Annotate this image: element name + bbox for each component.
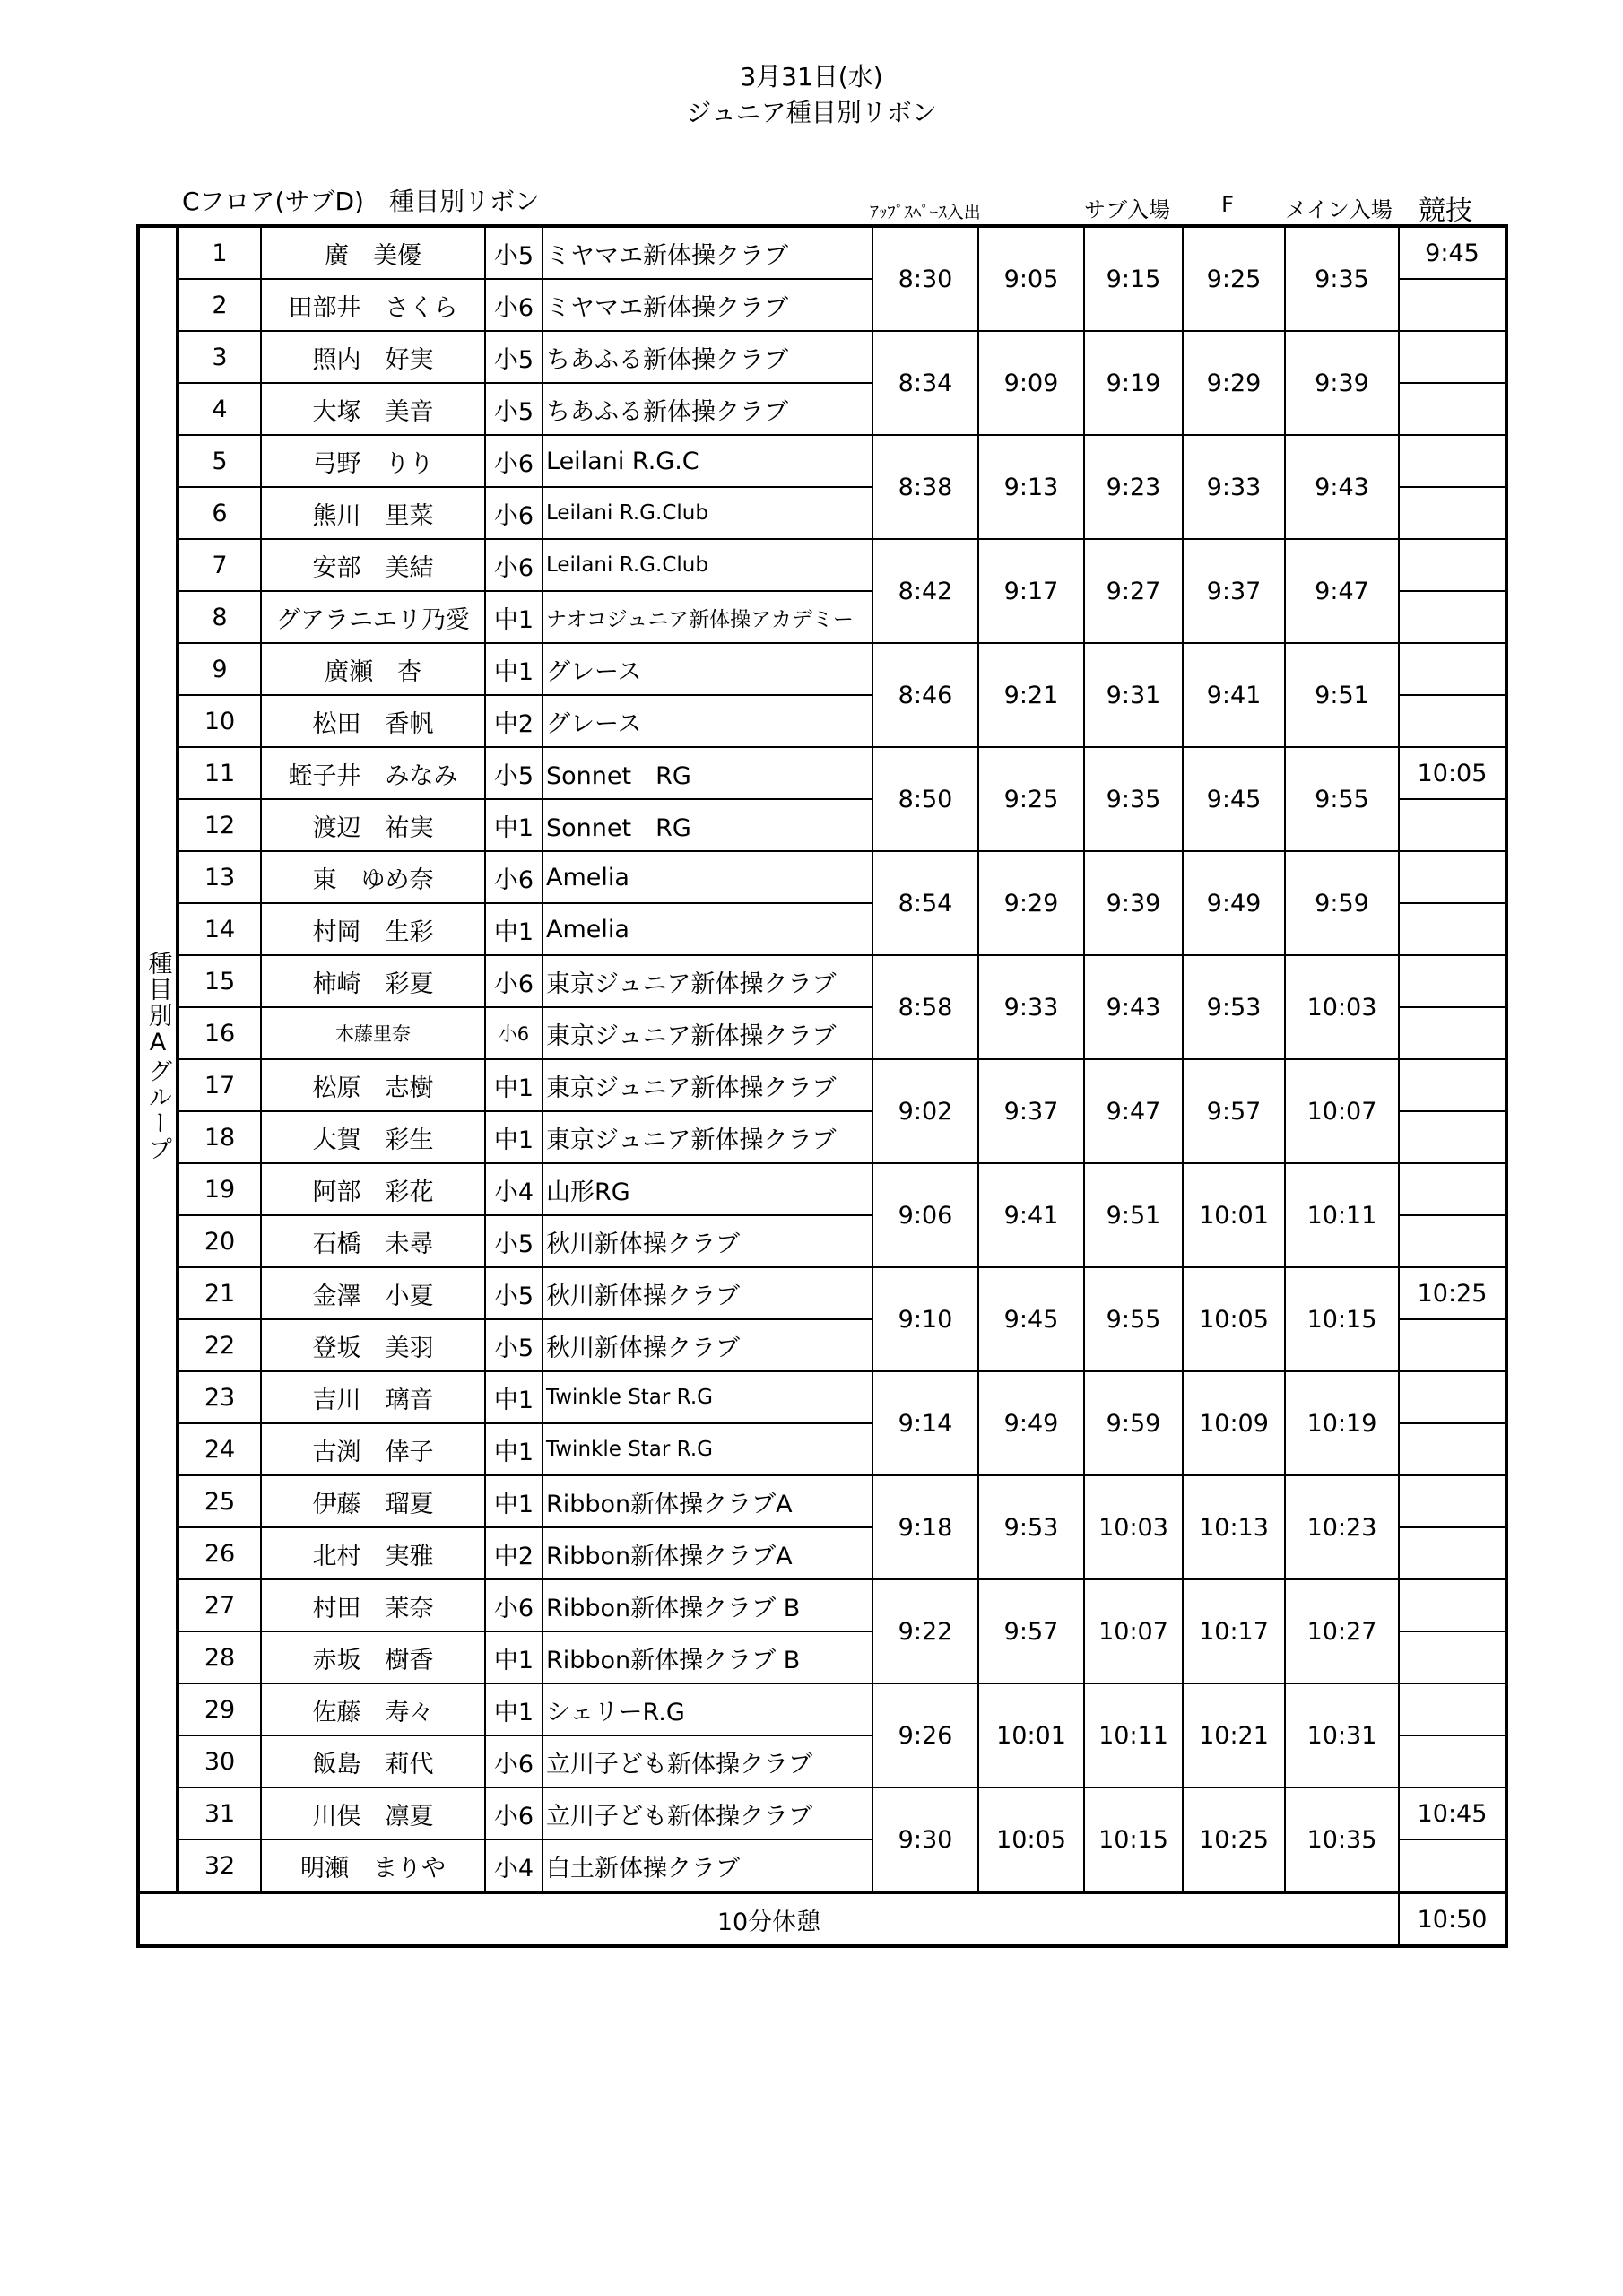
- table-row: [138, 331, 1506, 383]
- time-up: 9:06: [872, 1163, 978, 1267]
- competition-time: [1399, 643, 1506, 695]
- competition-time: [1399, 539, 1506, 591]
- time-up: 9:26: [872, 1683, 978, 1787]
- date-title: 3月31日(水): [740, 62, 883, 91]
- entry-number: 13: [178, 851, 261, 903]
- time-f: 9:43: [1084, 955, 1183, 1059]
- entry-number: 3: [178, 331, 261, 383]
- time-main2: 10:15: [1285, 1267, 1399, 1371]
- club-name: Ribbon新体操クラブ B: [542, 1631, 872, 1683]
- entry-number: 24: [178, 1423, 261, 1475]
- entry-number: 9: [178, 643, 261, 695]
- time-main: 9:45: [1183, 747, 1285, 851]
- time-up: 8:38: [872, 435, 978, 539]
- time-sub: 10:01: [978, 1683, 1084, 1787]
- grade: 小5: [485, 383, 542, 435]
- time-f: 9:19: [1084, 331, 1183, 435]
- table-row: [138, 1371, 1506, 1423]
- entry-number: 2: [178, 279, 261, 331]
- time-sub: 9:25: [978, 747, 1084, 851]
- entry-number: 6: [178, 487, 261, 539]
- athlete-name: 伊藤 瑠夏: [261, 1475, 485, 1527]
- club-name: グレース: [542, 695, 872, 747]
- competition-time: [1399, 955, 1506, 1007]
- grade: 中1: [485, 1631, 542, 1683]
- athlete-name: 東 ゆめ奈: [261, 851, 485, 903]
- entry-number: 28: [178, 1631, 261, 1683]
- time-up: 9:02: [872, 1059, 978, 1163]
- club-name: 秋川新体操クラブ: [542, 1319, 872, 1371]
- competition-time: [1399, 591, 1506, 643]
- time-main: 9:53: [1183, 955, 1285, 1059]
- club-name: Ribbon新体操クラブ B: [542, 1579, 872, 1631]
- grade: 中1: [485, 1423, 542, 1475]
- grade: 小6: [485, 1735, 542, 1787]
- club-name: ミヤマエ新体操クラブ: [542, 226, 872, 279]
- club-name: 山形RG: [542, 1163, 872, 1215]
- athlete-name: 飯島 莉代: [261, 1735, 485, 1787]
- break-label: 10分休憩: [138, 1892, 1399, 1946]
- club-name: 立川子ども新体操クラブ: [542, 1735, 872, 1787]
- athlete-name: 北村 実雅: [261, 1527, 485, 1579]
- competition-time: [1399, 851, 1506, 903]
- time-sub: 9:41: [978, 1163, 1084, 1267]
- competition-time: 10:05: [1399, 747, 1506, 799]
- grade: 小6: [485, 851, 542, 903]
- time-main2: 10:35: [1285, 1787, 1399, 1892]
- time-up: 8:34: [872, 331, 978, 435]
- competition-time: [1399, 695, 1506, 747]
- competition-time: [1399, 487, 1506, 539]
- time-up: 9:10: [872, 1267, 978, 1371]
- grade: 中1: [485, 1371, 542, 1423]
- col-header-main-entry: メイン入場: [1285, 197, 1393, 222]
- grade: 小6: [485, 279, 542, 331]
- time-sub: 9:53: [978, 1475, 1084, 1579]
- event-title: ジュニア種目別リボン: [686, 98, 937, 127]
- table-row: [138, 1683, 1506, 1735]
- grade: 中2: [485, 1527, 542, 1579]
- grade: 小5: [485, 331, 542, 383]
- athlete-name: 石橋 未尋: [261, 1215, 485, 1267]
- grade: 中1: [485, 1683, 542, 1735]
- table-row: [138, 435, 1506, 487]
- entry-number: 25: [178, 1475, 261, 1527]
- grade: 小6: [485, 539, 542, 591]
- competition-time: [1399, 1527, 1506, 1579]
- col-header-f: F: [1221, 192, 1234, 217]
- club-name: Amelia: [542, 903, 872, 955]
- time-up: 8:46: [872, 643, 978, 747]
- competition-time: [1399, 1839, 1506, 1892]
- schedule-table: [136, 224, 1508, 1948]
- entry-number: 30: [178, 1735, 261, 1787]
- competition-time: [1399, 1319, 1506, 1371]
- time-f: 9:47: [1084, 1059, 1183, 1163]
- club-name: 秋川新体操クラブ: [542, 1267, 872, 1319]
- grade: 小6: [485, 1579, 542, 1631]
- time-f: 9:15: [1084, 226, 1183, 331]
- time-main2: 9:59: [1285, 851, 1399, 955]
- time-main: 9:57: [1183, 1059, 1285, 1163]
- entry-number: 1: [178, 226, 261, 279]
- time-main: 10:01: [1183, 1163, 1285, 1267]
- entry-number: 7: [178, 539, 261, 591]
- competition-time: [1399, 383, 1506, 435]
- time-f: 10:07: [1084, 1579, 1183, 1683]
- time-sub: 9:37: [978, 1059, 1084, 1163]
- time-up: 8:30: [872, 226, 978, 331]
- athlete-name: 登坂 美羽: [261, 1319, 485, 1371]
- table-row: [138, 955, 1506, 1007]
- competition-time: 9:45: [1399, 226, 1506, 279]
- time-main2: 10:07: [1285, 1059, 1399, 1163]
- entry-number: 27: [178, 1579, 261, 1631]
- athlete-name: 廣瀬 杏: [261, 643, 485, 695]
- athlete-name: 田部井 さくら: [261, 279, 485, 331]
- club-name: Leilani R.G.Club: [542, 539, 872, 591]
- grade: 小5: [485, 1319, 542, 1371]
- entry-number: 23: [178, 1371, 261, 1423]
- col-header-competition: 競技: [1419, 196, 1472, 227]
- competition-time: [1399, 279, 1506, 331]
- entry-number: 20: [178, 1215, 261, 1267]
- table-row: [138, 643, 1506, 695]
- athlete-name: 熊川 里菜: [261, 487, 485, 539]
- time-f: 10:15: [1084, 1787, 1183, 1892]
- athlete-name: 明瀬 まりや: [261, 1839, 485, 1892]
- athlete-name: 松田 香帆: [261, 695, 485, 747]
- col-header-sub-entry: サブ入場: [1084, 197, 1170, 222]
- time-main2: 10:19: [1285, 1371, 1399, 1475]
- time-main: 9:29: [1183, 331, 1285, 435]
- grade: 小6: [485, 435, 542, 487]
- entry-number: 11: [178, 747, 261, 799]
- time-f: 9:27: [1084, 539, 1183, 643]
- club-name: グレース: [542, 643, 872, 695]
- grade: 小4: [485, 1163, 542, 1215]
- break-row: [138, 1892, 1506, 1946]
- break-time: 10:50: [1399, 1892, 1506, 1946]
- grade: 中1: [485, 799, 542, 851]
- section-title: Cフロア(サブD) 種目別リボン: [182, 187, 540, 216]
- time-main: 10:25: [1183, 1787, 1285, 1892]
- entry-number: 17: [178, 1059, 261, 1111]
- club-name: Sonnet RG: [542, 799, 872, 851]
- athlete-name: 廣 美優: [261, 226, 485, 279]
- grade: 小5: [485, 226, 542, 279]
- entry-number: 31: [178, 1787, 261, 1839]
- entry-number: 22: [178, 1319, 261, 1371]
- club-name: 東京ジュニア新体操クラブ: [542, 955, 872, 1007]
- entry-number: 32: [178, 1839, 261, 1892]
- athlete-name: 蛭子井 みなみ: [261, 747, 485, 799]
- competition-time: [1399, 1735, 1506, 1787]
- time-f: 9:23: [1084, 435, 1183, 539]
- time-f: 9:55: [1084, 1267, 1183, 1371]
- time-up: 8:50: [872, 747, 978, 851]
- entry-number: 26: [178, 1527, 261, 1579]
- club-name: Leilani R.G.C: [542, 435, 872, 487]
- club-name: 立川子ども新体操クラブ: [542, 1787, 872, 1839]
- time-f: 9:35: [1084, 747, 1183, 851]
- time-main: 10:21: [1183, 1683, 1285, 1787]
- time-main2: 10:23: [1285, 1475, 1399, 1579]
- athlete-name: 安部 美結: [261, 539, 485, 591]
- time-main: 10:17: [1183, 1579, 1285, 1683]
- grade: 中1: [485, 903, 542, 955]
- table-row: [138, 226, 1506, 279]
- time-sub: 9:49: [978, 1371, 1084, 1475]
- grade: 中2: [485, 695, 542, 747]
- club-name: Sonnet RG: [542, 747, 872, 799]
- entry-number: 19: [178, 1163, 261, 1215]
- athlete-name: 吉川 璃音: [261, 1371, 485, 1423]
- competition-time: [1399, 331, 1506, 383]
- athlete-name: 渡辺 祐実: [261, 799, 485, 851]
- club-name: 東京ジュニア新体操クラブ: [542, 1111, 872, 1163]
- grade: 中1: [485, 1111, 542, 1163]
- athlete-name: 赤坂 樹香: [261, 1631, 485, 1683]
- competition-time: [1399, 1475, 1506, 1527]
- grade: 小6: [485, 487, 542, 539]
- grade: 中1: [485, 1475, 542, 1527]
- club-name: 秋川新体操クラブ: [542, 1215, 872, 1267]
- athlete-name: 弓野 りり: [261, 435, 485, 487]
- entry-number: 15: [178, 955, 261, 1007]
- time-main: 9:25: [1183, 226, 1285, 331]
- club-name: ちあふる新体操クラブ: [542, 383, 872, 435]
- time-sub: 9:45: [978, 1267, 1084, 1371]
- table-row: [138, 1163, 1506, 1215]
- competition-time: [1399, 435, 1506, 487]
- time-up: 9:14: [872, 1371, 978, 1475]
- athlete-name: 松原 志樹: [261, 1059, 485, 1111]
- grade: 中1: [485, 591, 542, 643]
- club-name: 東京ジュニア新体操クラブ: [542, 1059, 872, 1111]
- time-f: 9:59: [1084, 1371, 1183, 1475]
- athlete-name: 柿崎 彩夏: [261, 955, 485, 1007]
- club-name: Ribbon新体操クラブA: [542, 1475, 872, 1527]
- time-main: 10:09: [1183, 1371, 1285, 1475]
- table-row: [138, 539, 1506, 591]
- entry-number: 5: [178, 435, 261, 487]
- club-name: シェリーR.G: [542, 1683, 872, 1735]
- competition-time: 10:45: [1399, 1787, 1506, 1839]
- club-name: ミヤマエ新体操クラブ: [542, 279, 872, 331]
- competition-time: [1399, 1059, 1506, 1111]
- time-main: 10:05: [1183, 1267, 1285, 1371]
- entry-number: 18: [178, 1111, 261, 1163]
- club-name: Ribbon新体操クラブA: [542, 1527, 872, 1579]
- club-name: ナオコジュニア新体操アカデミー: [542, 591, 872, 643]
- entry-number: 21: [178, 1267, 261, 1319]
- competition-time: [1399, 903, 1506, 955]
- entry-number: 12: [178, 799, 261, 851]
- club-name: 白土新体操クラブ: [542, 1839, 872, 1892]
- group-label-cell: [138, 226, 178, 1892]
- group-label: 種目別Aグループ: [143, 950, 172, 1162]
- time-main2: 10:27: [1285, 1579, 1399, 1683]
- athlete-name: 木藤里奈: [261, 1007, 485, 1059]
- athlete-name: 村岡 生彩: [261, 903, 485, 955]
- athlete-name: 川俣 凛夏: [261, 1787, 485, 1839]
- grade: 小6: [485, 955, 542, 1007]
- table-row: [138, 747, 1506, 799]
- grade: 中1: [485, 1059, 542, 1111]
- col-header-up-space: ｱｯﾌﾟｽﾍﾟｰｽ入出: [870, 203, 981, 222]
- time-sub: 9:21: [978, 643, 1084, 747]
- athlete-name: 阿部 彩花: [261, 1163, 485, 1215]
- entry-number: 4: [178, 383, 261, 435]
- table-row: [138, 1579, 1506, 1631]
- time-main2: 9:47: [1285, 539, 1399, 643]
- competition-time: 10:25: [1399, 1267, 1506, 1319]
- time-main2: 9:39: [1285, 331, 1399, 435]
- competition-time: [1399, 1163, 1506, 1215]
- entry-number: 14: [178, 903, 261, 955]
- athlete-name: 金澤 小夏: [261, 1267, 485, 1319]
- entry-number: 10: [178, 695, 261, 747]
- athlete-name: 大塚 美音: [261, 383, 485, 435]
- time-f: 10:11: [1084, 1683, 1183, 1787]
- table-row: [138, 1475, 1506, 1527]
- competition-time: [1399, 1579, 1506, 1631]
- competition-time: [1399, 1423, 1506, 1475]
- competition-time: [1399, 1007, 1506, 1059]
- grade: 中1: [485, 643, 542, 695]
- competition-time: [1399, 1683, 1506, 1735]
- grade: 小4: [485, 1839, 542, 1892]
- athlete-name: 村田 茉奈: [261, 1579, 485, 1631]
- club-name: Leilani R.G.Club: [542, 487, 872, 539]
- time-main2: 9:35: [1285, 226, 1399, 331]
- club-name: Amelia: [542, 851, 872, 903]
- time-up: 9:18: [872, 1475, 978, 1579]
- time-main: 9:33: [1183, 435, 1285, 539]
- time-main: 9:49: [1183, 851, 1285, 955]
- time-main: 9:37: [1183, 539, 1285, 643]
- time-main2: 10:03: [1285, 955, 1399, 1059]
- athlete-name: 照内 好実: [261, 331, 485, 383]
- time-sub: 9:09: [978, 331, 1084, 435]
- table-row: [138, 1267, 1506, 1319]
- table-row: [138, 1059, 1506, 1111]
- time-up: 8:58: [872, 955, 978, 1059]
- schedule-body: [138, 226, 1506, 1946]
- time-main: 9:41: [1183, 643, 1285, 747]
- grade: 小6: [485, 1787, 542, 1839]
- time-sub: 9:57: [978, 1579, 1084, 1683]
- athlete-name: 佐藤 寿々: [261, 1683, 485, 1735]
- table-row: [138, 1787, 1506, 1839]
- competition-time: [1399, 1371, 1506, 1423]
- time-f: 9:31: [1084, 643, 1183, 747]
- athlete-name: グアラニエリ乃愛: [261, 591, 485, 643]
- club-name: 東京ジュニア新体操クラブ: [542, 1007, 872, 1059]
- club-name: ちあふる新体操クラブ: [542, 331, 872, 383]
- entry-number: 16: [178, 1007, 261, 1059]
- table-row: [138, 851, 1506, 903]
- time-sub: 10:05: [978, 1787, 1084, 1892]
- athlete-name: 大賀 彩生: [261, 1111, 485, 1163]
- club-name: Twinkle Star R.G: [542, 1371, 872, 1423]
- time-main2: 10:11: [1285, 1163, 1399, 1267]
- time-f: 10:03: [1084, 1475, 1183, 1579]
- time-up: 9:22: [872, 1579, 978, 1683]
- competition-time: [1399, 1111, 1506, 1163]
- time-sub: 9:33: [978, 955, 1084, 1059]
- time-main2: 10:31: [1285, 1683, 1399, 1787]
- time-f: 9:39: [1084, 851, 1183, 955]
- competition-time: [1399, 799, 1506, 851]
- club-name: Twinkle Star R.G: [542, 1423, 872, 1475]
- grade: 小5: [485, 1215, 542, 1267]
- time-up: 8:54: [872, 851, 978, 955]
- time-main2: 9:55: [1285, 747, 1399, 851]
- time-f: 9:51: [1084, 1163, 1183, 1267]
- time-main2: 9:43: [1285, 435, 1399, 539]
- competition-time: [1399, 1215, 1506, 1267]
- time-main: 10:13: [1183, 1475, 1285, 1579]
- grade: 小6: [485, 1007, 542, 1059]
- grade: 小5: [485, 1267, 542, 1319]
- time-sub: 9:13: [978, 435, 1084, 539]
- time-up: 9:30: [872, 1787, 978, 1892]
- time-up: 8:42: [872, 539, 978, 643]
- grade: 小5: [485, 747, 542, 799]
- time-main2: 9:51: [1285, 643, 1399, 747]
- entry-number: 8: [178, 591, 261, 643]
- time-sub: 9:29: [978, 851, 1084, 955]
- athlete-name: 古渕 倖子: [261, 1423, 485, 1475]
- entry-number: 29: [178, 1683, 261, 1735]
- time-sub: 9:05: [978, 226, 1084, 331]
- time-sub: 9:17: [978, 539, 1084, 643]
- competition-time: [1399, 1631, 1506, 1683]
